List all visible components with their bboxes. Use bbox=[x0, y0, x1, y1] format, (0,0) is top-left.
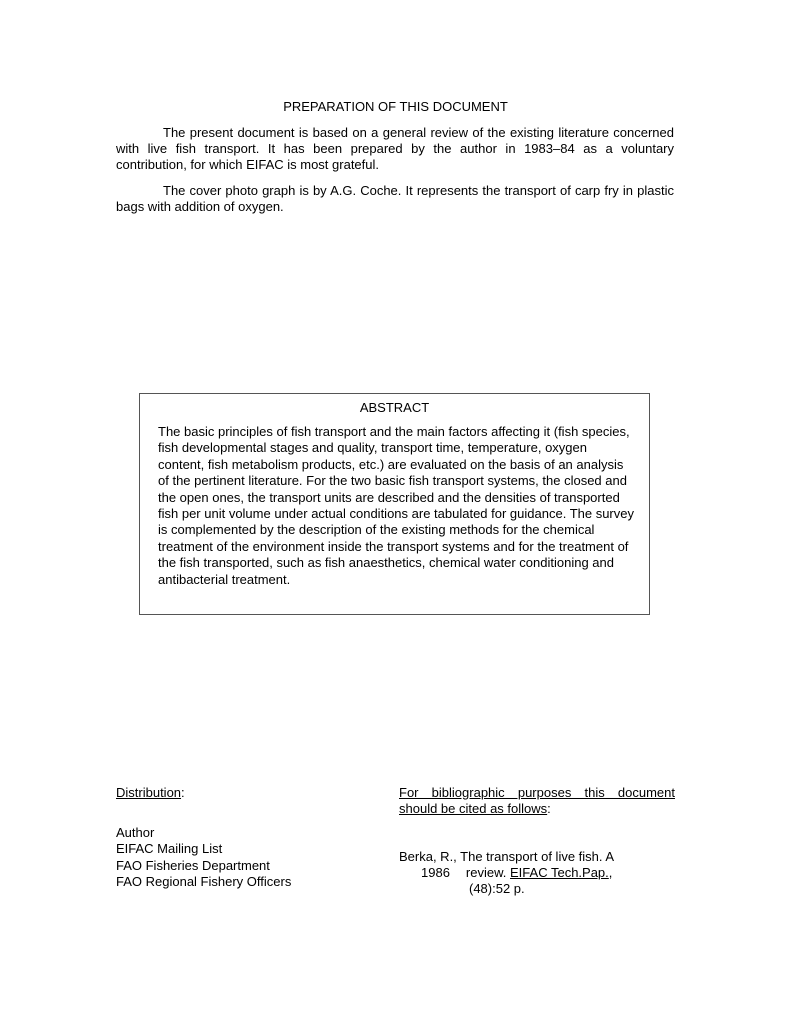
citation-entry bbox=[399, 849, 679, 897]
citation-journal-comma: , bbox=[608, 865, 613, 880]
page-title: PREPARATION OF THIS DOCUMENT bbox=[283, 99, 508, 114]
intro-paragraph: The present document is based on a general review of the existing literature concerned with live fish transport. It has been prepared by the author in 1983–84 as a voluntary contribution, for which EIFAC is most grateful. bbox=[116, 125, 674, 172]
abstract-heading: ABSTRACT bbox=[359, 400, 430, 415]
distribution-list bbox=[116, 825, 291, 890]
citation-heading-line1: For bibliographic purposes this document bbox=[399, 785, 675, 800]
distribution-label: Distribution bbox=[116, 785, 182, 800]
citation-author: Berka, R., The transport of live fish. A bbox=[399, 849, 615, 864]
distribution-colon: : bbox=[181, 785, 185, 800]
cover-photo-paragraph: The cover photo graph is by A.G. Coche. It represents the transport of carp fry in plastic bags with addition of oxygen. bbox=[116, 183, 674, 214]
list-item: EIFAC Mailing List bbox=[116, 841, 223, 857]
abstract-box bbox=[139, 393, 650, 615]
citation-pages: (48):52 p. bbox=[469, 881, 525, 896]
distribution-heading bbox=[116, 785, 185, 801]
abstract-text: The basic principles of fish transport and the main factors affecting it (fish species, fish developmental stages and quality, transport time, temperature, oxygen content, fish metabolism products, etc.) are evaluated on the basis of an analysis of the pertinent literature. For the two basic fish transport systems, the closed and the open ones, the transport units are described and the densities of transported fish per unit volume under actual conditions are tabulated for guidance. The survey is complemented by the description of the existing methods for the chemical treatment of the environment inside the transport systems and for the treatment of the fish transported, such as fish anaesthetics, chemical water conditioning and antibacterial treatment. bbox=[158, 424, 634, 587]
list-item: FAO Fisheries Department bbox=[116, 857, 270, 873]
citation-heading bbox=[399, 785, 675, 817]
citation-heading-line2: should be cited as follows bbox=[399, 801, 548, 816]
citation-year: 1986 bbox=[421, 865, 450, 880]
citation-heading-colon: : bbox=[547, 801, 551, 816]
list-item: Author bbox=[116, 825, 155, 840]
citation-journal: EIFAC Tech.Pap. bbox=[510, 865, 609, 880]
list-item: FAO Regional Fishery Officers bbox=[116, 873, 292, 889]
citation-review-word: review. bbox=[465, 865, 507, 880]
